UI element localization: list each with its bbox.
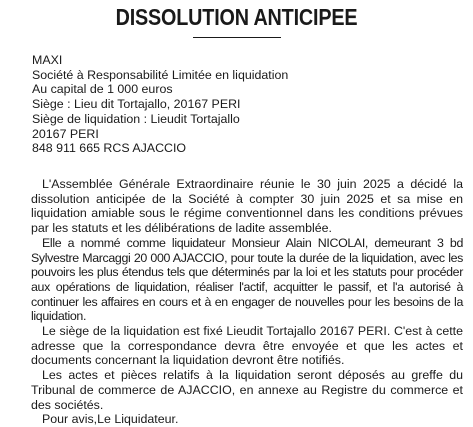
company-name: MAXI: [32, 53, 63, 67]
company-registered-office: Siège : Lieu dit Tortajallo, 20167 PERI: [32, 97, 241, 112]
paragraph-dissolution: L'Assemblée Générale Extraordinaire réunie le 30 juin 2025 a décidé la dissolution anticipée de la Société à compter 30 juin 2025 et sa mise en liquidation amiable sous le régime conventionnel dans les conditions prévues par les statuts et les délibérations de ladite assemblée.: [31, 177, 463, 236]
liquidation-office-postcode: 20167 PERI: [32, 126, 99, 141]
paragraph-filing: Les actes et pièces relatifs à la liquidation seront déposés au greffe du Tribunal de commerce de AJACCIO, en annexe au Registre du commerce et des sociétés.: [31, 368, 463, 412]
liquidation-office: Siège de liquidation : Lieudit Tortajallo: [32, 111, 240, 126]
company-header: [32, 53, 452, 156]
notice-body: [31, 177, 463, 427]
paragraph-liquidation-seat: Le siège de la liquidation est fixé Lieudit Tortajallo 20167 PERI. C'est à cette adresse que la correspondance devra être envoyée et que les actes et documents concernant la liquidation devront être notifiés.: [31, 324, 463, 368]
paragraph-signature: Pour avis,Le Liquidateur.: [42, 412, 179, 427]
paragraph-liquidator: Elle a nommé comme liquidateur Monsieur Alain NICOLAI, demeurant 3 bd Sylvestre Marcaggi 20 000 AJACCIO, pour toute la durée de la liquidation, avec les pouvoirs les plus étendus tels que déterminés par la loi et les statuts pour procéder aux opérations de liquidation, réaliser l'actif, acquitter le passif, et l'a autorisé à continuer les affaires en cours et à en engager de nouvelles pour les besoins de la liquidation.: [31, 235, 463, 324]
title-underline: [193, 37, 281, 38]
company-capital: Au capital de 1 000 euros: [32, 82, 173, 97]
company-legal-form: Société à Responsabilité Limitée en liquidation: [32, 67, 289, 82]
notice-title: DISSOLUTION ANTICIPEE: [115, 4, 358, 30]
company-rcs-number: 848 911 665 RCS AJACCIO: [32, 141, 187, 156]
